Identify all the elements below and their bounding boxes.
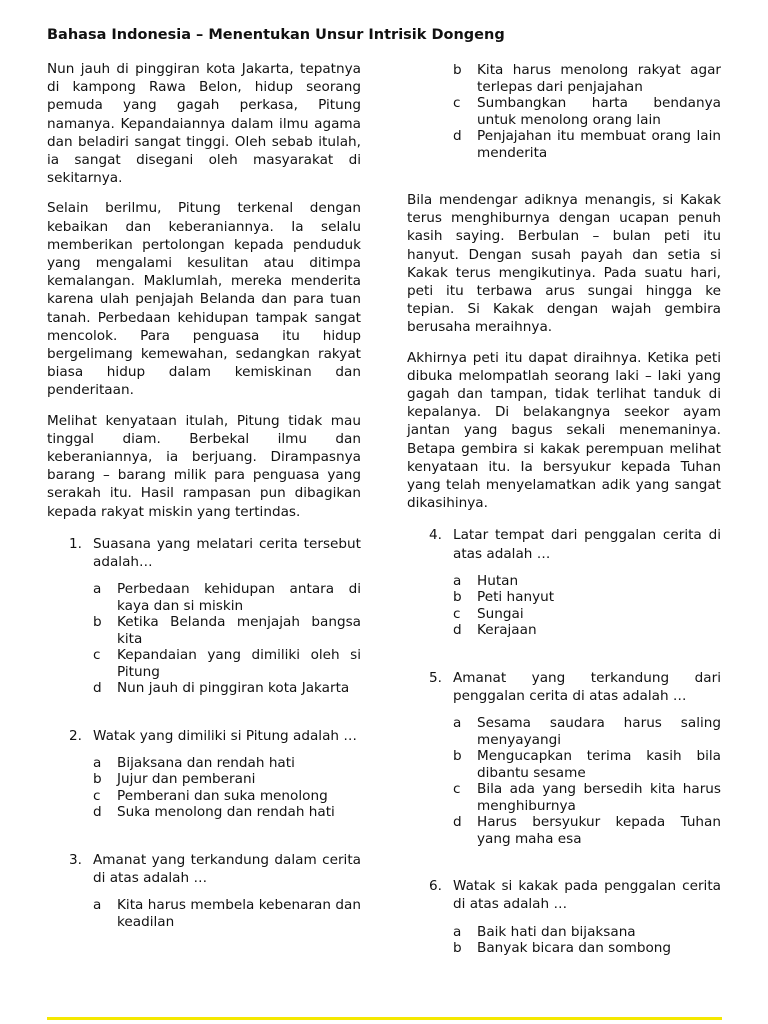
option-text: Peti hanyut (477, 589, 555, 606)
option-letter: a (453, 923, 462, 940)
option-letter: d (453, 622, 462, 639)
question-number: 1. (69, 535, 82, 552)
question-text: Amanat yang terkandung dalam cerita di atas adalah … (93, 851, 361, 887)
option-text: Banyak bicara dan sombong (477, 940, 672, 957)
option-c (453, 606, 721, 623)
question-2 (47, 727, 361, 821)
question-1 (47, 535, 361, 697)
option-c (453, 781, 721, 814)
option-text: Baik hati dan bijaksana (477, 923, 636, 940)
option-letter: a (93, 581, 102, 598)
option-letter: d (453, 128, 462, 144)
option-text: Bila ada yang bersedih kita harus menghiburnya (477, 781, 721, 814)
question-number: 3. (69, 851, 82, 868)
option-letter: b (453, 940, 462, 957)
option-letter: d (93, 804, 102, 821)
option-letter: a (453, 715, 462, 732)
question-number: 4. (429, 527, 442, 544)
option-a (453, 924, 721, 941)
option-a (93, 755, 361, 772)
option-letter: a (93, 897, 102, 914)
left-column (47, 60, 361, 930)
story-paragraph: Melihat kenyataan itulah, Pitung tidak mau tinggal diam. Berbekal ilmu dan keberaniannya, ia berjuang. Dirampasnya barang – barang milik para penguasa yang serakah itu. Hasil rampasan pun dibagikan kepada rakyat miskin yang tertindas. (47, 412, 361, 520)
option-b (93, 771, 361, 788)
option-a (93, 581, 361, 614)
option-letter: c (453, 95, 461, 111)
option-b (93, 614, 361, 647)
story-paragraph: Bila mendengar adiknya menangis, si Kakak terus menghiburnya dengan ucapan penuh kasih saying. Berbulan – bulan peti itu hanyut. Dengan susah payah dan setia si Kakak terus mengikutinya. Pada suatu hari, peti itu terbawa arus sungai hingga ke tepian. Si Kakak dengan wajah gembira berusaha meraihnya. (407, 192, 721, 336)
option-text: Perbedaan kehidupan antara di kaya dan si miskin (117, 581, 361, 614)
story-paragraph: Nun jauh di pinggiran kota Jakarta, tepatnya di kampong Rawa Belon, hidup seorang pemuda yang gagah perkasa, Pitung namanya. Kepandaiannya dalam ilmu agama dan beladiri sangat tinggi. Oleh sebab itulah, ia sangat disegani oleh masyarakat di sekitarnya. (47, 61, 361, 187)
option-b (453, 589, 721, 606)
question-text: Suasana yang melatari cerita tersebut adalah… (93, 535, 361, 571)
option-letter: b (453, 62, 462, 78)
option-b (453, 748, 721, 781)
document-title: Bahasa Indonesia – Menentukan Unsur Intrisik Dongeng (47, 27, 505, 43)
option-text: Kita harus membela kebenaran dan keadilan (117, 897, 361, 930)
option-d (93, 680, 361, 697)
question-text: Watak si kakak pada penggalan cerita di atas adalah … (453, 878, 721, 913)
question-number: 6. (429, 878, 442, 895)
question-6 (407, 877, 721, 956)
option-d (453, 128, 721, 161)
question-number: 2. (69, 727, 82, 744)
option-letter: c (93, 787, 101, 804)
option-text: Sumbangkan harta bendanya untuk menolong orang lain (477, 95, 721, 128)
option-d (93, 804, 361, 821)
option-text: Nun jauh di pinggiran kota Jakarta (117, 680, 350, 697)
question-number: 5. (429, 669, 442, 686)
option-text: Suka menolong dan rendah hati (117, 804, 335, 821)
option-letter: b (453, 589, 462, 606)
question-text: Watak yang dimiliki si Pitung adalah … (93, 727, 357, 744)
option-b (453, 62, 721, 95)
option-d (453, 814, 721, 847)
question-text: Amanat yang terkandung dari penggalan cerita di atas adalah … (453, 669, 721, 705)
question-4 (407, 526, 721, 638)
option-letter: d (93, 680, 102, 697)
option-a (453, 715, 721, 748)
option-text: Harus bersyukur kepada Tuhan yang maha esa (477, 814, 721, 847)
question-5 (407, 669, 721, 847)
question-text: Latar tempat dari penggalan cerita di atas adalah … (453, 527, 721, 562)
option-text: Kerajaan (477, 622, 537, 639)
option-letter: b (453, 748, 462, 765)
footer-divider (47, 1017, 722, 1020)
option-letter: c (453, 605, 461, 622)
option-text: Kita harus menolong rakyat agar terlepas dari penjajahan (477, 62, 721, 95)
question-3-continued (407, 62, 721, 161)
option-letter: c (453, 781, 461, 798)
option-letter: a (453, 572, 462, 589)
option-text: Sungai (477, 605, 524, 622)
story-paragraph: Akhirnya peti itu dapat diraihnya. Ketika peti dibuka melompatlah seorang laki – laki yang gagah dan tampan, tidak terlihat tanduk di kepalanya. Di belakangnya seekor ayam jantan yang bagus sekali menemaninya. Betapa gembira si kakak perempuan melihat kenyataan itu. Ia bersyukur kepada Tuhan yang telah menyelamatkan adik yang sangat dikasihinya. (407, 349, 721, 512)
option-letter: b (93, 614, 102, 631)
option-c (93, 647, 361, 680)
option-text: Bijaksana dan rendah hati (117, 754, 295, 771)
option-a (453, 573, 721, 590)
option-text: Penjajahan itu membuat orang lain menderita (477, 128, 721, 161)
option-text: Pemberani dan suka menolong (117, 787, 328, 804)
right-column (407, 62, 721, 957)
option-c (453, 95, 721, 128)
question-3 (47, 851, 361, 930)
option-text: Ketika Belanda menjajah bangsa kita (117, 614, 361, 647)
option-text: Kepandaian yang dimiliki oleh si Pitung (117, 647, 361, 680)
option-a (93, 897, 361, 930)
option-c (93, 788, 361, 805)
option-text: Sesama saudara harus saling menyayangi (477, 715, 721, 748)
option-letter: b (93, 771, 102, 788)
option-d (453, 622, 721, 639)
option-text: Jujur dan pemberani (117, 771, 256, 788)
option-text: Hutan (477, 572, 519, 589)
option-letter: c (93, 647, 101, 664)
option-letter: d (453, 814, 462, 831)
option-letter: a (93, 754, 102, 771)
story-paragraph: Selain berilmu, Pitung terkenal dengan kebaikan dan keberaniannya. Ia selalu memberikan pertolongan kepada penduduk yang mengalami kesulitan atau ditimpa kemalangan. Maklumlah, mereka menderita karena ulah penjajah Belanda dan para tuan tanah. Perbedaan kehidupan tampak sangat mencolok. Para penguasa itu hidup bergelimang kemewahan, sedangkan rakyat biasa hidup dalam kemiskinan dan penderitaan. (47, 200, 361, 399)
option-text: Mengucapkan terima kasih bila dibantu sesame (477, 748, 721, 781)
option-b (453, 940, 721, 957)
